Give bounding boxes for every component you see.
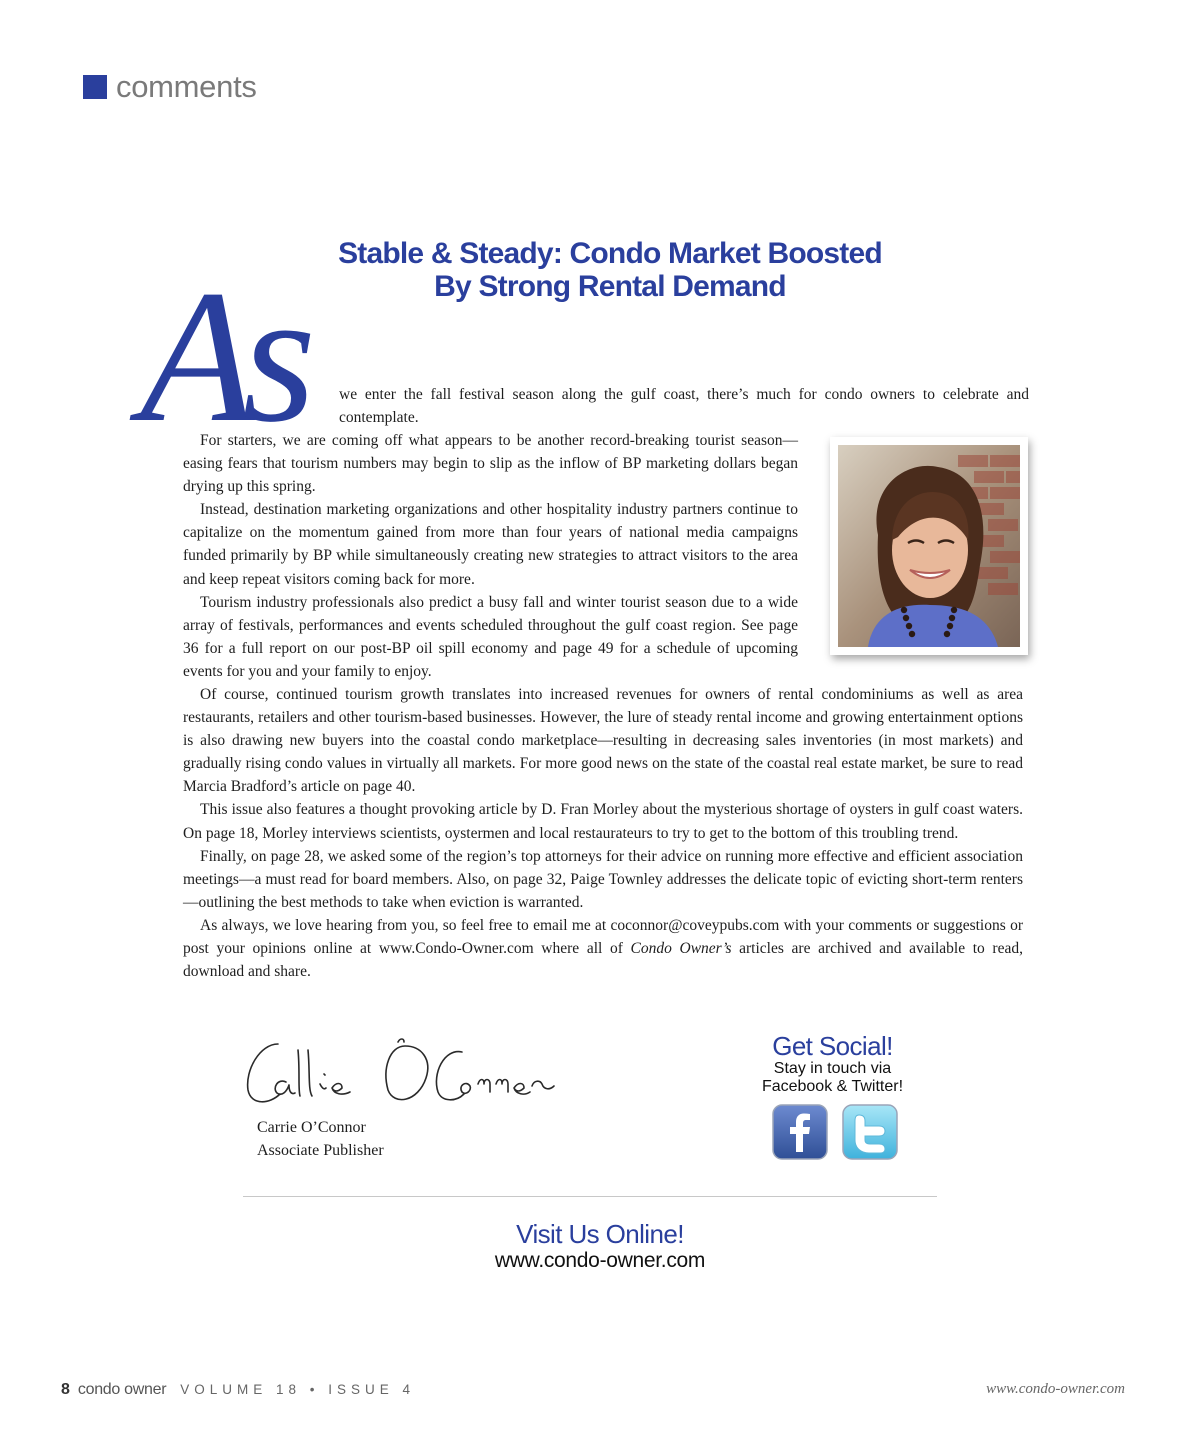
drop-cap: As [140,252,302,462]
handwritten-signature [240,1030,560,1120]
paragraph-6: Finally, on page 28, we asked some of the region’s top attorneys for their advice on running more effective and efficient association meetings—a must read for board members. Also, on page 32, Paige Townley addresses the delicate topic of evicting short-term renters—outlining the best methods to take when eviction is warranted. [183,847,1023,911]
paragraph-7-end: articles are archived and available to read, download and share. [183,940,1023,981]
twitter-icon[interactable] [842,1104,898,1160]
website-link[interactable]: www.condo-owner.com [494,1249,706,1272]
article-intro [339,383,1029,429]
section-label: comments [116,69,257,104]
page-number: 8 [61,1381,70,1398]
article-column-wide [183,683,1023,983]
paragraph-3: Tourism industry professionals also predict a busy fall and winter tourist season due to a wide array of festivals, performances and events scheduled throughout the gulf coast region. See page 36 for a full report on our post-BP oil spill economy and page 49 for a schedule of upcoming events for you and your family to enjoy. [183,593,798,680]
signer-title: Associate Publisher [257,1142,384,1159]
visit-online [400,1219,800,1273]
signature-block [257,1116,384,1162]
social-title: Get Social! [772,1031,893,1061]
page-footer [61,1381,415,1399]
publication-name: condo owner [77,1381,167,1398]
article-column-narrow [183,429,798,683]
volume-issue: VOLUME 18 • ISSUE 4 [180,1382,416,1397]
paragraph-7-start: As always, we love hearing from you, so feel free to email me at coconnor@coveypubs.com with your comments or suggestions or post your opinions online at www.Condo-Owner.com where all of [183,916,1023,958]
author-photo [830,437,1028,655]
intro-paragraph: we enter the fall festival season along the gulf coast, there’s much for condo owners to celebrate and contemplate. [339,386,1029,427]
article-headline [300,237,920,303]
social-icons [772,1104,898,1160]
facebook-icon[interactable] [772,1104,828,1160]
section-header [83,70,257,104]
signer-name: Carrie O’Connor [257,1119,366,1136]
section-marker [83,75,107,99]
paragraph-2: Instead, destination marketing organizations and other hospitality industry partners continue to capitalize on the momentum gained from more than four years of national media campaigns funded primarily by BP while simultaneously creating new strategies to attract visitors to the area and keep repeat visitors coming back for more. [183,501,798,588]
paragraph-1: For starters, we are coming off what appears to be another record-breaking tourist season—easing fears that tourism numbers may begin to slip as the inflow of BP marketing dollars began drying up this spring. [183,432,798,496]
footer-url[interactable]: www.condo-owner.com [986,1381,1125,1397]
paragraph-5: This issue also features a thought provoking article by D. Fran Morley about the mysterious shortage of oysters in gulf coast waters. On page 18, Morley interviews scientists, oystermen and local restaurateurs to try to get to the bottom of this troubling trend. [183,801,1023,842]
paragraph-7 [183,914,1023,983]
paragraph-4: Of course, continued tourism growth translates into increased revenues for owners of rental condominiums as well as area restaurants, retailers and other tourism-based businesses. However, the lure of steady rental income and growing entertainment options is also drawing new buyers into the coastal condo marketplace—resulting in decreasing sales inventories (in most markets) and gradually rising condo values in virtually all markets. For more good news on the state of the coastal real estate market, be sure to read Marcia Bradford’s article on page 40. [183,686,1023,796]
social-line-2: Facebook & Twitter! [761,1078,904,1095]
portrait-image [838,445,1020,647]
visit-title: Visit Us Online! [516,1219,684,1249]
social-line-1: Stay in touch via [773,1060,892,1077]
magazine-title-italic: Condo Owner’s [630,940,732,958]
headline-line-1: Stable & Steady: Condo Market Boosted [338,237,882,270]
social-promo [735,1032,930,1096]
headline-line-2: By Strong Rental Demand [434,270,786,303]
section-divider [243,1196,937,1197]
